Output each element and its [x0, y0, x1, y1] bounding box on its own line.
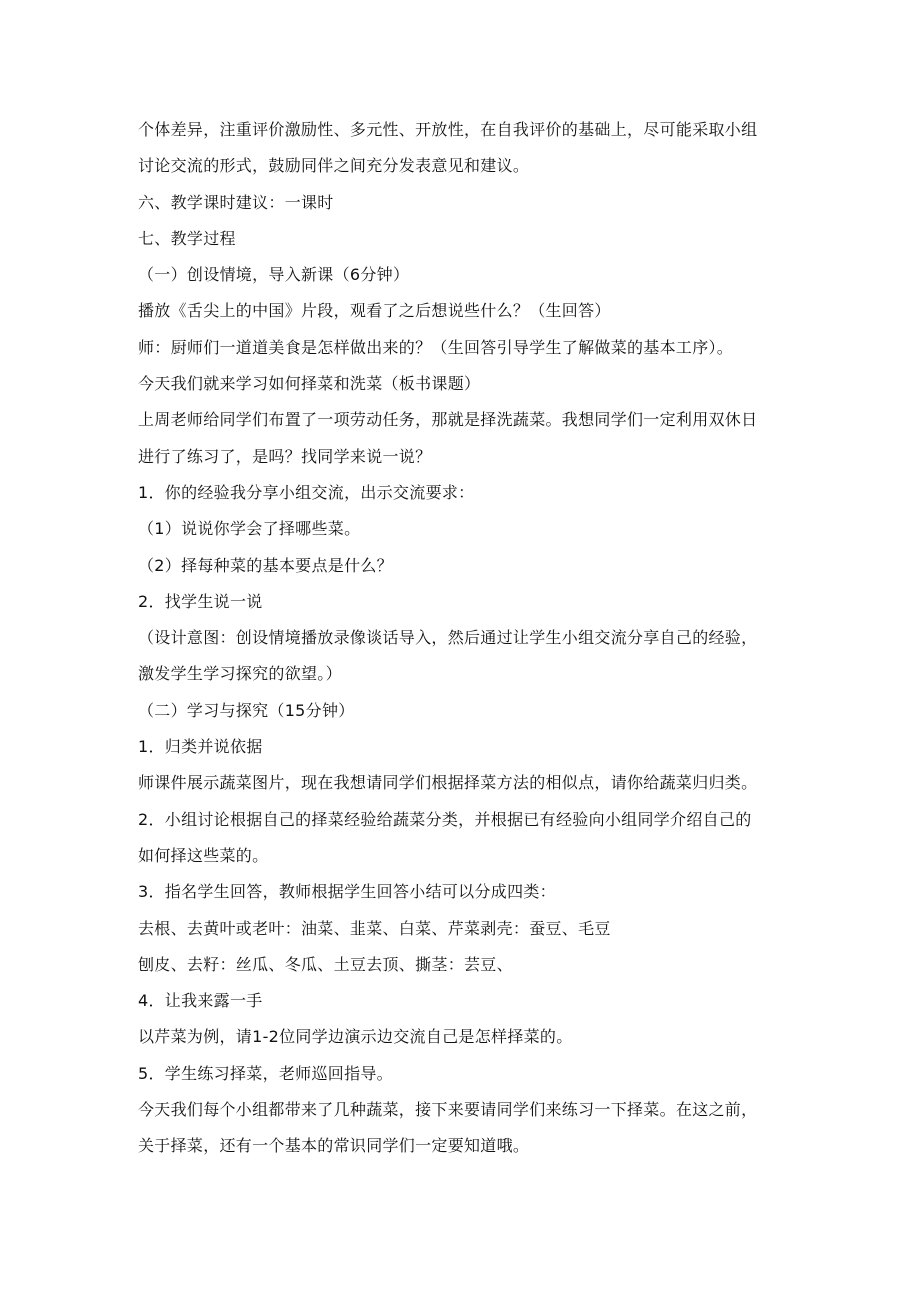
text-line: 关于择菜，还有一个基本的常识同学们一定要知道哦。: [138, 1136, 530, 1156]
text-line: 激发学生学习探究的欲望。）: [138, 664, 342, 684]
list-item: 5．学生练习择菜，老师巡回指导。: [138, 1063, 393, 1083]
text-line: 如何择这些菜的。: [138, 845, 269, 865]
text-line: （设计意图：创设情境播放录像谈话导入，然后通过让学生小组交流分享自己的经验，: [138, 628, 758, 648]
text-line: 今天我们每个小组都带来了几种蔬菜，接下来要请同学们来练习一下择菜。在这之前，: [138, 1100, 758, 1120]
list-item: 2．小组讨论根据自己的择菜经验给蔬菜分类，并根据已有经验向小组同学介绍自己的: [138, 809, 752, 829]
list-item: 4．让我来露一手: [138, 991, 263, 1011]
text-line: 今天我们就来学习如何择菜和洗菜（板书课题）: [138, 374, 481, 394]
text-line: 以芹菜为例，请1-2位同学边演示边交流自己是怎样择菜的。: [138, 1027, 573, 1047]
text-line: 师：厨师们一道道美食是怎样做出来的？（生回答引导学生了解做菜的基本工序）。: [138, 337, 734, 357]
section-heading: 七、教学过程: [138, 228, 236, 248]
list-item: （2）择每种菜的基本要点是什么？: [138, 555, 393, 575]
document-body: [138, 112, 798, 1165]
text-line: 师课件展示蔬菜图片，现在我想请同学们根据择菜方法的相似点，请你给蔬菜归归类。: [138, 773, 758, 793]
list-item: （1）说说你学会了择哪些菜。: [138, 519, 361, 539]
section-heading: 六、教学课时建议：一课时: [138, 192, 334, 212]
text-line: 进行了练习了，是吗？找同学来说一说？: [138, 446, 432, 466]
text-line: 讨论交流的形式，鼓励同伴之间充分发表意见和建议。: [138, 156, 530, 176]
text-line: 刨皮、去籽：丝瓜、冬瓜、土豆去顶、撕茎：芸豆、: [138, 954, 513, 974]
list-item: 2．找学生说一说: [138, 591, 263, 611]
text-line: 个体差异，注重评价激励性、多元性、开放性，在自我评价的基础上，尽可能采取小组: [138, 120, 758, 139]
text-line: 去根、去黄叶或老叶：油菜、韭菜、白菜、芹菜剥壳：蚕豆、毛豆: [138, 918, 611, 938]
text-line: 播放《舌尖上的中国》片段，观看了之后想说些什么？（生回答）: [138, 301, 611, 321]
list-item: 3．指名学生回答，教师根据学生回答小结可以分成四类：: [138, 882, 556, 902]
list-item: 1．你的经验我分享小组交流，出示交流要求：: [138, 482, 475, 502]
subsection-heading: （二）学习与探究（15分钟）: [138, 700, 355, 720]
subsection-heading: （一）创设情境，导入新课（6分钟）: [138, 265, 410, 285]
list-item: 1．归类并说依据: [138, 737, 263, 757]
text-line: 上周老师给同学们布置了一项劳动任务，那就是择洗蔬菜。我想同学们一定利用双休日: [138, 410, 758, 430]
